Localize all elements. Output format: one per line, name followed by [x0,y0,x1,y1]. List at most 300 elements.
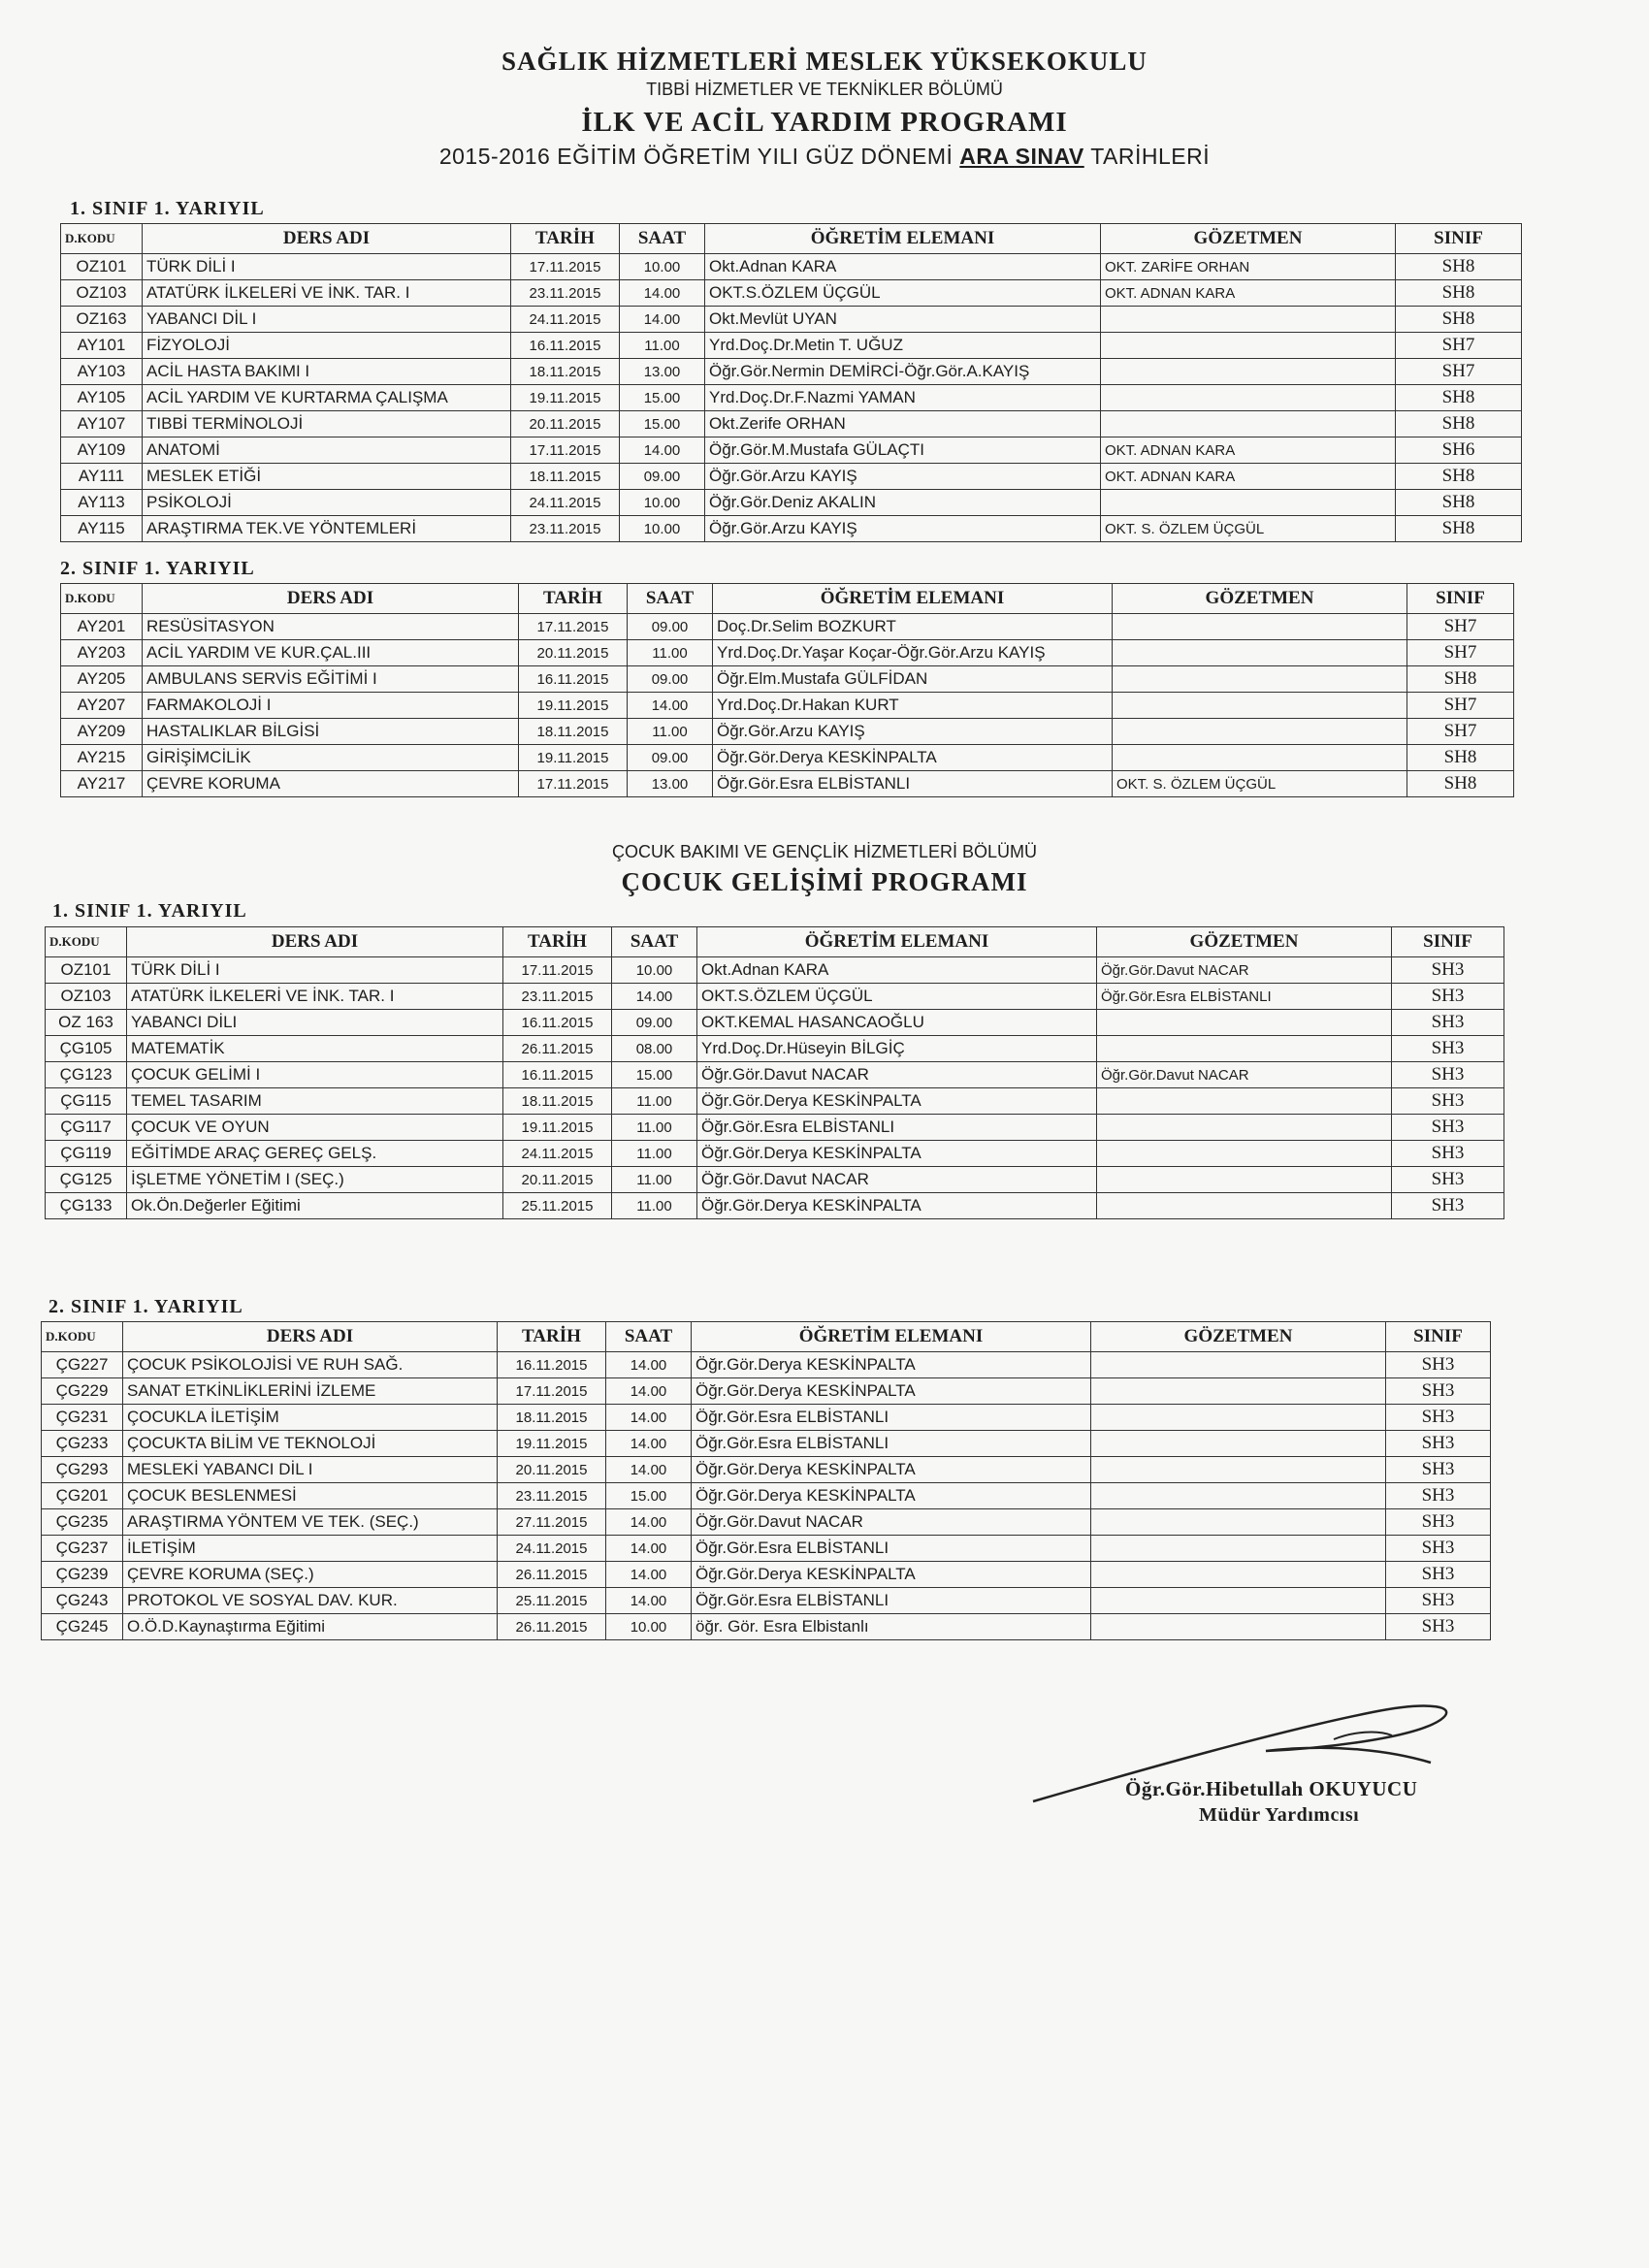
cell-instructor: Öğr.Gör.Davut NACAR [697,1167,1097,1193]
cell-code: OZ101 [46,957,127,984]
cell-instructor: Okt.Adnan KARA [697,957,1097,984]
table-row [46,1010,1504,1036]
cell-time: 14.00 [606,1588,692,1614]
cell-date: 17.11.2015 [511,254,620,280]
column-header-instructor: ÖĞRETİM ELEMANI [692,1322,1091,1352]
cell-instructor: Öğr.Gör.Deniz AKALIN [705,490,1101,516]
cell-instructor: Okt.Zerife ORHAN [705,411,1101,437]
table-row [61,359,1522,385]
column-header-room: SINIF [1386,1322,1491,1352]
cell-code: AY205 [61,666,143,693]
cell-date: 19.11.2015 [498,1431,606,1457]
cell-instructor: Öğr.Gör.Derya KESKİNPALTA [692,1457,1091,1483]
cell-time: 13.00 [620,359,705,385]
cell-code: OZ101 [61,254,143,280]
cell-room: SH6 [1396,437,1522,464]
cell-course: SANAT ETKİNLİKLERİNİ İZLEME [123,1378,498,1405]
cell-date: 19.11.2015 [503,1115,612,1141]
cell-instructor: Öğr.Gör.M.Mustafa GÜLAÇTI [705,437,1101,464]
table-row [46,1141,1504,1167]
cell-date: 19.11.2015 [519,745,628,771]
cell-supervisor: Öğr.Gör.Davut NACAR [1097,957,1392,984]
cell-date: 17.11.2015 [511,437,620,464]
cell-room: SH3 [1392,1088,1504,1115]
cell-instructor: Öğr.Gör.Derya KESKİNPALTA [697,1193,1097,1219]
cell-date: 26.11.2015 [498,1614,606,1640]
cell-date: 18.11.2015 [498,1405,606,1431]
cell-course: HASTALIKLAR BİLGİSİ [143,719,519,745]
table-row [46,1036,1504,1062]
column-header-time: SAAT [612,927,697,957]
column-header-date: TARİH [519,584,628,614]
title-prefix: 2015-2016 EĞİTİM ÖĞRETİM YILI GÜZ DÖNEMİ [438,144,960,169]
cell-code: OZ163 [61,307,143,333]
cell-time: 14.00 [606,1405,692,1431]
column-header-supervisor: GÖZETMEN [1113,584,1407,614]
cell-code: ÇG123 [46,1062,127,1088]
column-header-code: D.KODU [46,927,127,957]
cell-room: SH8 [1396,307,1522,333]
cell-date: 20.11.2015 [498,1457,606,1483]
cell-time: 11.00 [612,1193,697,1219]
cell-supervisor: OKT. ADNAN KARA [1101,280,1396,307]
column-header-instructor: ÖĞRETİM ELEMANI [697,927,1097,957]
cell-room: SH8 [1407,745,1514,771]
cell-supervisor: OKT. ADNAN KARA [1101,464,1396,490]
cell-time: 14.00 [612,984,697,1010]
cell-course: YABANCI DİLI [127,1010,503,1036]
exam-table [45,926,1504,1219]
cell-date: 18.11.2015 [519,719,628,745]
cell-course: MESLEK ETİĞİ [143,464,511,490]
cell-code: ÇG105 [46,1036,127,1062]
column-header-time: SAAT [628,584,713,614]
cell-supervisor [1091,1614,1386,1640]
cell-code: AY113 [61,490,143,516]
cell-code: ÇG231 [42,1405,123,1431]
cell-date: 18.11.2015 [511,464,620,490]
cell-code: AY107 [61,411,143,437]
cell-date: 19.11.2015 [511,385,620,411]
table-row [61,771,1514,797]
cell-code: ÇG233 [42,1431,123,1457]
cell-supervisor [1097,1167,1392,1193]
cell-instructor: Yrd.Doç.Dr.Metin T. UĞUZ [705,333,1101,359]
cell-code: AY109 [61,437,143,464]
cell-time: 13.00 [628,771,713,797]
cell-room: SH8 [1396,516,1522,542]
cell-instructor: Öğr.Gör.Esra ELBİSTANLI [692,1431,1091,1457]
table-row [61,666,1514,693]
table-row [61,307,1522,333]
cell-date: 23.11.2015 [503,984,612,1010]
cell-date: 24.11.2015 [511,490,620,516]
cell-course: O.Ö.D.Kaynaştırma Eğitimi [123,1614,498,1640]
column-header-date: TARİH [503,927,612,957]
cell-supervisor [1097,1010,1392,1036]
cell-code: ÇG125 [46,1167,127,1193]
cell-time: 14.00 [620,437,705,464]
cell-instructor: Öğr.Gör.Derya KESKİNPALTA [692,1562,1091,1588]
cell-code: AY111 [61,464,143,490]
column-header-time: SAAT [606,1322,692,1352]
cell-date: 20.11.2015 [519,640,628,666]
cell-instructor: öğr. Gör. Esra Elbistanlı [692,1614,1091,1640]
cell-supervisor [1091,1378,1386,1405]
cell-room: SH7 [1407,693,1514,719]
cell-supervisor [1091,1536,1386,1562]
cell-time: 09.00 [628,666,713,693]
cell-time: 14.00 [606,1536,692,1562]
table-row [42,1509,1491,1536]
cell-instructor: Doç.Dr.Selim BOZKURT [713,614,1113,640]
cell-course: ÇOCUK GELİMİ I [127,1062,503,1088]
cell-room: SH8 [1396,464,1522,490]
cell-time: 11.00 [620,333,705,359]
cell-course: ÇOCUK VE OYUN [127,1115,503,1141]
cell-instructor: Öğr.Elm.Mustafa GÜLFİDAN [713,666,1113,693]
table-row [61,719,1514,745]
cell-code: ÇG229 [42,1378,123,1405]
cell-date: 17.11.2015 [503,957,612,984]
cell-room: SH3 [1392,957,1504,984]
cell-room: SH3 [1392,1167,1504,1193]
cell-time: 11.00 [628,719,713,745]
cell-room: SH3 [1386,1562,1491,1588]
cell-instructor: Öğr.Gör.Esra ELBİSTANLI [692,1588,1091,1614]
cell-instructor: Öğr.Gör.Esra ELBİSTANLI [713,771,1113,797]
cell-supervisor [1101,333,1396,359]
title-emphasis: ARA SINAV [959,144,1084,169]
cell-supervisor [1113,693,1407,719]
cell-date: 27.11.2015 [498,1509,606,1536]
exam-table [60,223,1522,542]
cell-room: SH3 [1392,1036,1504,1062]
table-row [46,957,1504,984]
cell-course: ATATÜRK İLKELERİ VE İNK. TAR. I [127,984,503,1010]
cell-time: 11.00 [628,640,713,666]
cell-time: 09.00 [628,745,713,771]
cell-supervisor [1091,1457,1386,1483]
cell-instructor: Yrd.Doç.Dr.Hakan KURT [713,693,1113,719]
cell-date: 25.11.2015 [498,1588,606,1614]
cell-room: SH3 [1392,1010,1504,1036]
cell-supervisor: OKT. ADNAN KARA [1101,437,1396,464]
cell-course: TÜRK DİLİ I [127,957,503,984]
cell-instructor: Okt.Mevlüt UYAN [705,307,1101,333]
cell-instructor: Yrd.Doç.Dr.Hüseyin BİLGİÇ [697,1036,1097,1062]
cell-course: EĞİTİMDE ARAÇ GEREÇ GELŞ. [127,1141,503,1167]
cell-date: 16.11.2015 [503,1062,612,1088]
table-row [46,1167,1504,1193]
cell-supervisor: Öğr.Gör.Esra ELBİSTANLI [1097,984,1392,1010]
document-title [0,144,1649,170]
cell-supervisor [1091,1483,1386,1509]
table-row [42,1457,1491,1483]
cell-room: SH3 [1386,1614,1491,1640]
cell-instructor: Öğr.Gör.Derya KESKİNPALTA [697,1141,1097,1167]
table-row [46,1088,1504,1115]
column-header-course: DERS ADI [127,927,503,957]
cell-supervisor [1097,1088,1392,1115]
cell-instructor: Yrd.Doç.Dr.Yaşar Koçar-Öğr.Gör.Arzu KAYIŞ [713,640,1113,666]
cell-course: FARMAKOLOJİ I [143,693,519,719]
cell-course: Ok.Ön.Değerler Eğitimi [127,1193,503,1219]
cell-course: ATATÜRK İLKELERİ VE İNK. TAR. I [143,280,511,307]
cell-room: SH3 [1386,1588,1491,1614]
column-header-instructor: ÖĞRETİM ELEMANI [705,224,1101,254]
cell-time: 11.00 [612,1088,697,1115]
title-suffix: TARİHLERİ [1083,144,1211,169]
cell-supervisor: OKT. S. ÖZLEM ÜÇGÜL [1101,516,1396,542]
cell-code: AY103 [61,359,143,385]
table-row [42,1352,1491,1378]
cell-room: SH8 [1396,280,1522,307]
cell-date: 18.11.2015 [511,359,620,385]
cell-code: ÇG115 [46,1088,127,1115]
table-row [61,693,1514,719]
cell-code: ÇG245 [42,1614,123,1640]
cell-supervisor [1097,1193,1392,1219]
table-row [42,1562,1491,1588]
cell-code: OZ103 [46,984,127,1010]
cell-supervisor [1113,666,1407,693]
table-row [61,516,1522,542]
cell-time: 14.00 [606,1378,692,1405]
cell-course: MATEMATİK [127,1036,503,1062]
cell-code: OZ 163 [46,1010,127,1036]
cell-code: AY207 [61,693,143,719]
exam-table [60,583,1514,797]
cell-supervisor [1113,640,1407,666]
cell-supervisor [1097,1036,1392,1062]
column-header-room: SINIF [1396,224,1522,254]
cell-time: 10.00 [620,490,705,516]
cell-supervisor [1097,1115,1392,1141]
cell-date: 19.11.2015 [519,693,628,719]
cell-code: AY217 [61,771,143,797]
program-title-2: ÇOCUK GELİŞİMİ PROGRAMI [621,867,1028,896]
cell-date: 25.11.2015 [503,1193,612,1219]
column-header-code: D.KODU [42,1322,123,1352]
column-header-instructor: ÖĞRETİM ELEMANI [713,584,1113,614]
table-row [42,1536,1491,1562]
cell-date: 24.11.2015 [503,1141,612,1167]
table-row [61,640,1514,666]
cell-supervisor: OKT. S. ÖZLEM ÜÇGÜL [1113,771,1407,797]
cell-code: ÇG133 [46,1193,127,1219]
cell-code: AY105 [61,385,143,411]
cell-supervisor [1091,1405,1386,1431]
table-row [61,437,1522,464]
cell-supervisor [1101,490,1396,516]
column-header-supervisor: GÖZETMEN [1091,1322,1386,1352]
column-header-date: TARİH [511,224,620,254]
cell-date: 17.11.2015 [519,771,628,797]
cell-time: 15.00 [612,1062,697,1088]
cell-instructor: Öğr.Gör.Derya KESKİNPALTA [713,745,1113,771]
cell-course: MESLEKİ YABANCI DİL I [123,1457,498,1483]
cell-time: 14.00 [606,1431,692,1457]
cell-course: ANATOMİ [143,437,511,464]
cell-course: ÇOCUKTA BİLİM VE TEKNOLOJİ [123,1431,498,1457]
cell-date: 16.11.2015 [519,666,628,693]
cell-instructor: Yrd.Doç.Dr.F.Nazmi YAMAN [705,385,1101,411]
cell-room: SH3 [1386,1536,1491,1562]
exam-table [41,1321,1491,1640]
cell-supervisor [1091,1588,1386,1614]
cell-instructor: Öğr.Gör.Esra ELBİSTANLI [697,1115,1097,1141]
cell-instructor: Öğr.Gör.Derya KESKİNPALTA [692,1352,1091,1378]
cell-code: ÇG239 [42,1562,123,1588]
cell-instructor: OKT.S.ÖZLEM ÜÇGÜL [697,984,1097,1010]
cell-code: ÇG293 [42,1457,123,1483]
cell-date: 23.11.2015 [511,280,620,307]
table-row [42,1405,1491,1431]
cell-code: ÇG237 [42,1536,123,1562]
cell-time: 15.00 [620,385,705,411]
cell-room: SH8 [1407,771,1514,797]
cell-course: ARAŞTIRMA TEK.VE YÖNTEMLERİ [143,516,511,542]
section-label: 1. SINIF 1. YARIYIL [70,198,265,219]
column-header-room: SINIF [1407,584,1514,614]
table-row [61,745,1514,771]
column-header-date: TARİH [498,1322,606,1352]
column-header-supervisor: GÖZETMEN [1101,224,1396,254]
cell-time: 14.00 [606,1457,692,1483]
cell-room: SH7 [1407,640,1514,666]
cell-room: SH3 [1386,1378,1491,1405]
cell-instructor: Öğr.Gör.Arzu KAYIŞ [705,516,1101,542]
cell-code: ÇG227 [42,1352,123,1378]
cell-time: 11.00 [612,1115,697,1141]
cell-instructor: Öğr.Gör.Nermin DEMİRCİ-Öğr.Gör.A.KAYIŞ [705,359,1101,385]
cell-course: AMBULANS SERVİS EĞİTİMİ I [143,666,519,693]
cell-date: 20.11.2015 [503,1167,612,1193]
cell-date: 17.11.2015 [498,1378,606,1405]
cell-course: ACİL YARDIM VE KURTARMA ÇALIŞMA [143,385,511,411]
cell-code: OZ103 [61,280,143,307]
cell-date: 17.11.2015 [519,614,628,640]
cell-room: SH3 [1386,1405,1491,1431]
table-row [61,464,1522,490]
cell-room: SH8 [1407,666,1514,693]
signatory-role: Müdür Yardımcısı [1199,1804,1360,1826]
cell-code: ÇG119 [46,1141,127,1167]
column-header-supervisor: GÖZETMEN [1097,927,1392,957]
column-header-code: D.KODU [61,224,143,254]
cell-course: TEMEL TASARIM [127,1088,503,1115]
cell-room: SH7 [1407,719,1514,745]
cell-instructor: Öğr.Gör.Esra ELBİSTANLI [692,1536,1091,1562]
cell-course: ÇEVRE KORUMA [143,771,519,797]
department-title-1: TIBBİ HİZMETLER VE TEKNİKLER BÖLÜMÜ [646,80,1003,99]
column-header-course: DERS ADI [143,584,519,614]
cell-room: SH3 [1392,984,1504,1010]
table-row [46,1193,1504,1219]
cell-code: AY201 [61,614,143,640]
cell-room: SH7 [1396,333,1522,359]
cell-date: 20.11.2015 [511,411,620,437]
section-label: 1. SINIF 1. YARIYIL [52,900,247,922]
cell-course: RESÜSİTASYON [143,614,519,640]
cell-supervisor [1101,411,1396,437]
cell-code: ÇG117 [46,1115,127,1141]
cell-date: 24.11.2015 [498,1536,606,1562]
table-header-row [61,584,1514,614]
cell-time: 09.00 [612,1010,697,1036]
cell-room: SH3 [1386,1509,1491,1536]
cell-time: 14.00 [606,1562,692,1588]
cell-time: 09.00 [620,464,705,490]
cell-course: ACİL YARDIM VE KUR.ÇAL.III [143,640,519,666]
cell-supervisor [1091,1509,1386,1536]
cell-code: ÇG201 [42,1483,123,1509]
cell-time: 09.00 [628,614,713,640]
cell-room: SH3 [1386,1457,1491,1483]
cell-room: SH3 [1392,1193,1504,1219]
department-title-2: ÇOCUK BAKIMI VE GENÇLİK HİZMETLERİ BÖLÜMÜ [611,842,1038,861]
cell-time: 10.00 [612,957,697,984]
cell-supervisor [1097,1141,1392,1167]
cell-course: ARAŞTIRMA YÖNTEM VE TEK. (SEÇ.) [123,1509,498,1536]
cell-date: 26.11.2015 [503,1036,612,1062]
cell-instructor: Öğr.Gör.Derya KESKİNPALTA [692,1378,1091,1405]
cell-room: SH3 [1386,1483,1491,1509]
signatory-name: Öğr.Gör.Hibetullah OKUYUCU [1125,1777,1418,1800]
cell-code: ÇG243 [42,1588,123,1614]
cell-instructor: Öğr.Gör.Arzu KAYIŞ [705,464,1101,490]
cell-date: 23.11.2015 [511,516,620,542]
cell-date: 26.11.2015 [498,1562,606,1588]
cell-instructor: Öğr.Gör.Davut NACAR [697,1062,1097,1088]
cell-instructor: Öğr.Gör.Esra ELBİSTANLI [692,1405,1091,1431]
cell-supervisor: Öğr.Gör.Davut NACAR [1097,1062,1392,1088]
cell-supervisor [1113,745,1407,771]
program-title-1: İLK VE ACİL YARDIM PROGRAMI [581,107,1068,138]
cell-code: ÇG235 [42,1509,123,1536]
cell-course: ACİL HASTA BAKIMI I [143,359,511,385]
cell-supervisor [1101,307,1396,333]
cell-date: 16.11.2015 [498,1352,606,1378]
cell-code: AY203 [61,640,143,666]
cell-course: PSİKOLOJİ [143,490,511,516]
cell-course: İLETİŞİM [123,1536,498,1562]
cell-code: AY101 [61,333,143,359]
school-title: SAĞLIK HİZMETLERİ MESLEK YÜKSEKOKULU [501,47,1148,76]
cell-instructor: Öğr.Gör.Arzu KAYIŞ [713,719,1113,745]
table-row [42,1431,1491,1457]
table-row [61,614,1514,640]
cell-course: ÇOCUKLA İLETİŞİM [123,1405,498,1431]
column-header-time: SAAT [620,224,705,254]
table-row [61,280,1522,307]
cell-date: 23.11.2015 [498,1483,606,1509]
section-label: 2. SINIF 1. YARIYIL [60,558,255,579]
cell-room: SH8 [1396,411,1522,437]
cell-room: SH7 [1396,359,1522,385]
table-row [61,333,1522,359]
cell-supervisor [1091,1562,1386,1588]
cell-course: YABANCI DİL I [143,307,511,333]
cell-time: 08.00 [612,1036,697,1062]
table-header-row [61,224,1522,254]
cell-room: SH7 [1407,614,1514,640]
cell-course: GİRİŞİMCİLİK [143,745,519,771]
cell-time: 10.00 [620,516,705,542]
column-header-code: D.KODU [61,584,143,614]
table-row [61,490,1522,516]
